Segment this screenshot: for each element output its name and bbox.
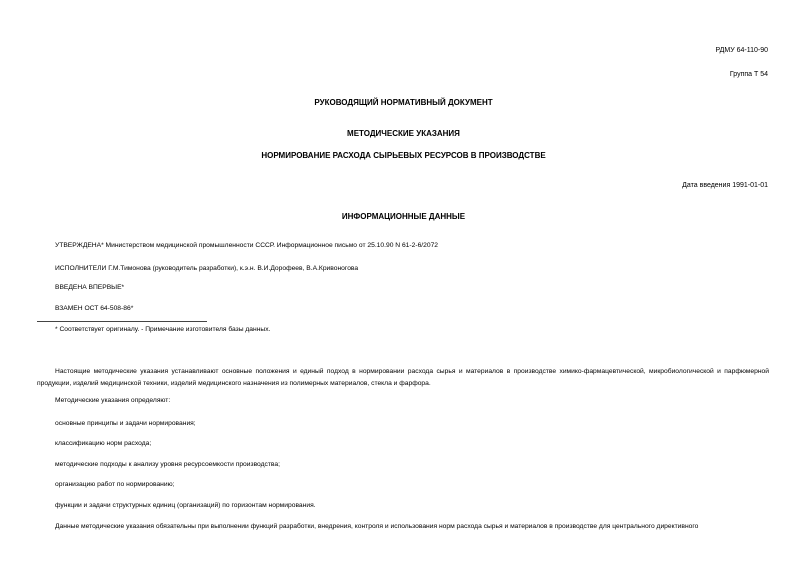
list-item: методические подходы к анализу уровня ресурсоемкости производства; <box>55 461 280 468</box>
list-item: основные принципы и задачи нормирования; <box>55 420 196 427</box>
replaces-line: ВЗАМЕН ОСТ 64-508-86* <box>55 305 134 312</box>
info-data-heading: ИНФОРМАЦИОННЫЕ ДАННЫЕ <box>341 212 466 221</box>
list-item: организацию работ по нормированию; <box>55 481 175 488</box>
footnote-text: * Соответствует оригиналу. - Примечание изготовителя базы данных. <box>55 326 271 333</box>
document-title: НОРМИРОВАНИЕ РАСХОДА СЫРЬЕВЫХ РЕСУРСОВ В ПРОИЗВОДСТВЕ <box>261 151 546 160</box>
introduction-date: Дата введения 1991-01-01 <box>682 182 768 189</box>
footnote-divider <box>37 321 207 322</box>
document-subtitle: МЕТОДИЧЕСКИЕ УКАЗАНИЯ <box>347 129 460 138</box>
closing-paragraph: Данные методические указания обязательны при выполнении функций разработки, внедрения, контроля и использования норм расхода сырья и материалов в производстве для центрального директивного <box>55 523 699 530</box>
executors-line: ИСПОЛНИТЕЛИ Г.М.Тимонова (руководитель разработки), к.э.н. В.И.Дорофеев, В.А.Кривоногова <box>55 265 359 272</box>
document-code: РДМУ 64-110-90 <box>715 47 768 54</box>
document-group: Группа Т 54 <box>729 71 768 78</box>
introduced-first-line: ВВЕДЕНА ВПЕРВЫЕ* <box>55 284 125 291</box>
defines-intro: Методические указания определяют: <box>55 397 171 404</box>
approved-by-line: УТВЕРЖДЕНА* Министерством медицинской промышленности СССР. Информационное письмо от 25.10.90 N 61-2-6/2072 <box>55 242 439 249</box>
document-type-heading: РУКОВОДЯЩИЙ НОРМАТИВНЫЙ ДОКУМЕНТ <box>314 98 493 107</box>
list-item: классификацию норм расхода; <box>55 440 152 447</box>
list-item: функции и задачи структурных единиц (организаций) по горизонтам нормирования. <box>55 502 316 509</box>
intro-paragraph: Настоящие методические указания устанавливают основные положения и единый подход в нормировании расхода сырья и материалов в производстве химико-фармацевтической, микробиологической и парфюмерной продукции, изделий медицинской техники, изделий медицинского назначения из полимерных материалов, стекла и фарфора. <box>37 368 769 387</box>
